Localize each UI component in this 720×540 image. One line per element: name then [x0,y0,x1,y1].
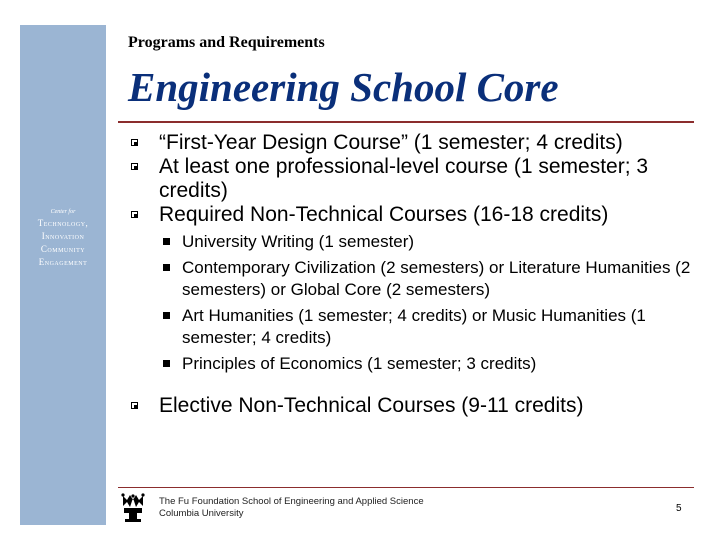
logo-line: Innovation [41,231,85,241]
side-panel [20,25,106,525]
sub-bullet-text: University Writing (1 semester) [182,232,415,251]
logo-line: Engagement [38,257,88,267]
slide-subtitle: Programs and Requirements [128,34,325,51]
logo-line: Community [40,244,86,254]
columbia-crown-icon [120,492,146,524]
logo-line: Technology, [37,218,89,228]
footer-text [159,496,424,520]
hollow-square-bullet-icon [131,139,138,146]
filled-square-bullet-icon [163,360,170,367]
hollow-square-bullet-icon [131,211,138,218]
bullet-item [125,394,695,418]
spacer [125,379,695,394]
sub-bullet-text: Principles of Economics (1 semester; 3 credits) [182,354,537,373]
sub-bullet-item [125,257,695,301]
filled-square-bullet-icon [163,264,170,271]
center-logo [26,208,100,272]
slide-title: Engineering School Core [128,64,559,110]
bullet-text: Required Non-Technical Courses (16-18 credits) [159,203,609,226]
filled-square-bullet-icon [163,238,170,245]
title-divider [118,121,694,123]
bullet-item [125,131,695,155]
footer-divider [118,487,694,488]
page-number: 5 [676,503,682,514]
sub-bullet-item [125,353,695,375]
bullet-text: At least one professional-level course (1 semester; 3 credits) [159,155,649,202]
sub-bullet-text: Art Humanities (1 semester; 4 credits) or Music Humanities (1 semester; 4 credits) [182,306,646,347]
footer-school: The Fu Foundation School of Engineering and Applied Science [159,496,424,507]
sub-bullet-item [125,305,695,349]
hollow-square-bullet-icon [131,402,138,409]
filled-square-bullet-icon [163,312,170,319]
sub-bullet-item [125,231,695,253]
bullet-item [125,155,695,203]
bullet-list [125,131,695,418]
sub-bullet-list [125,231,695,375]
bullet-item [125,203,695,227]
logo-line: Center for [50,209,76,215]
sub-bullet-text: Contemporary Civilization (2 semesters) or Literature Humanities (2 semesters) or Global Core (2 semesters) [182,258,691,299]
footer-university: Columbia University [159,508,244,519]
hollow-square-bullet-icon [131,163,138,170]
bullet-text: Elective Non-Technical Courses (9-11 credits) [159,394,584,417]
bullet-text: “First-Year Design Course” (1 semester; 4 credits) [159,131,623,154]
